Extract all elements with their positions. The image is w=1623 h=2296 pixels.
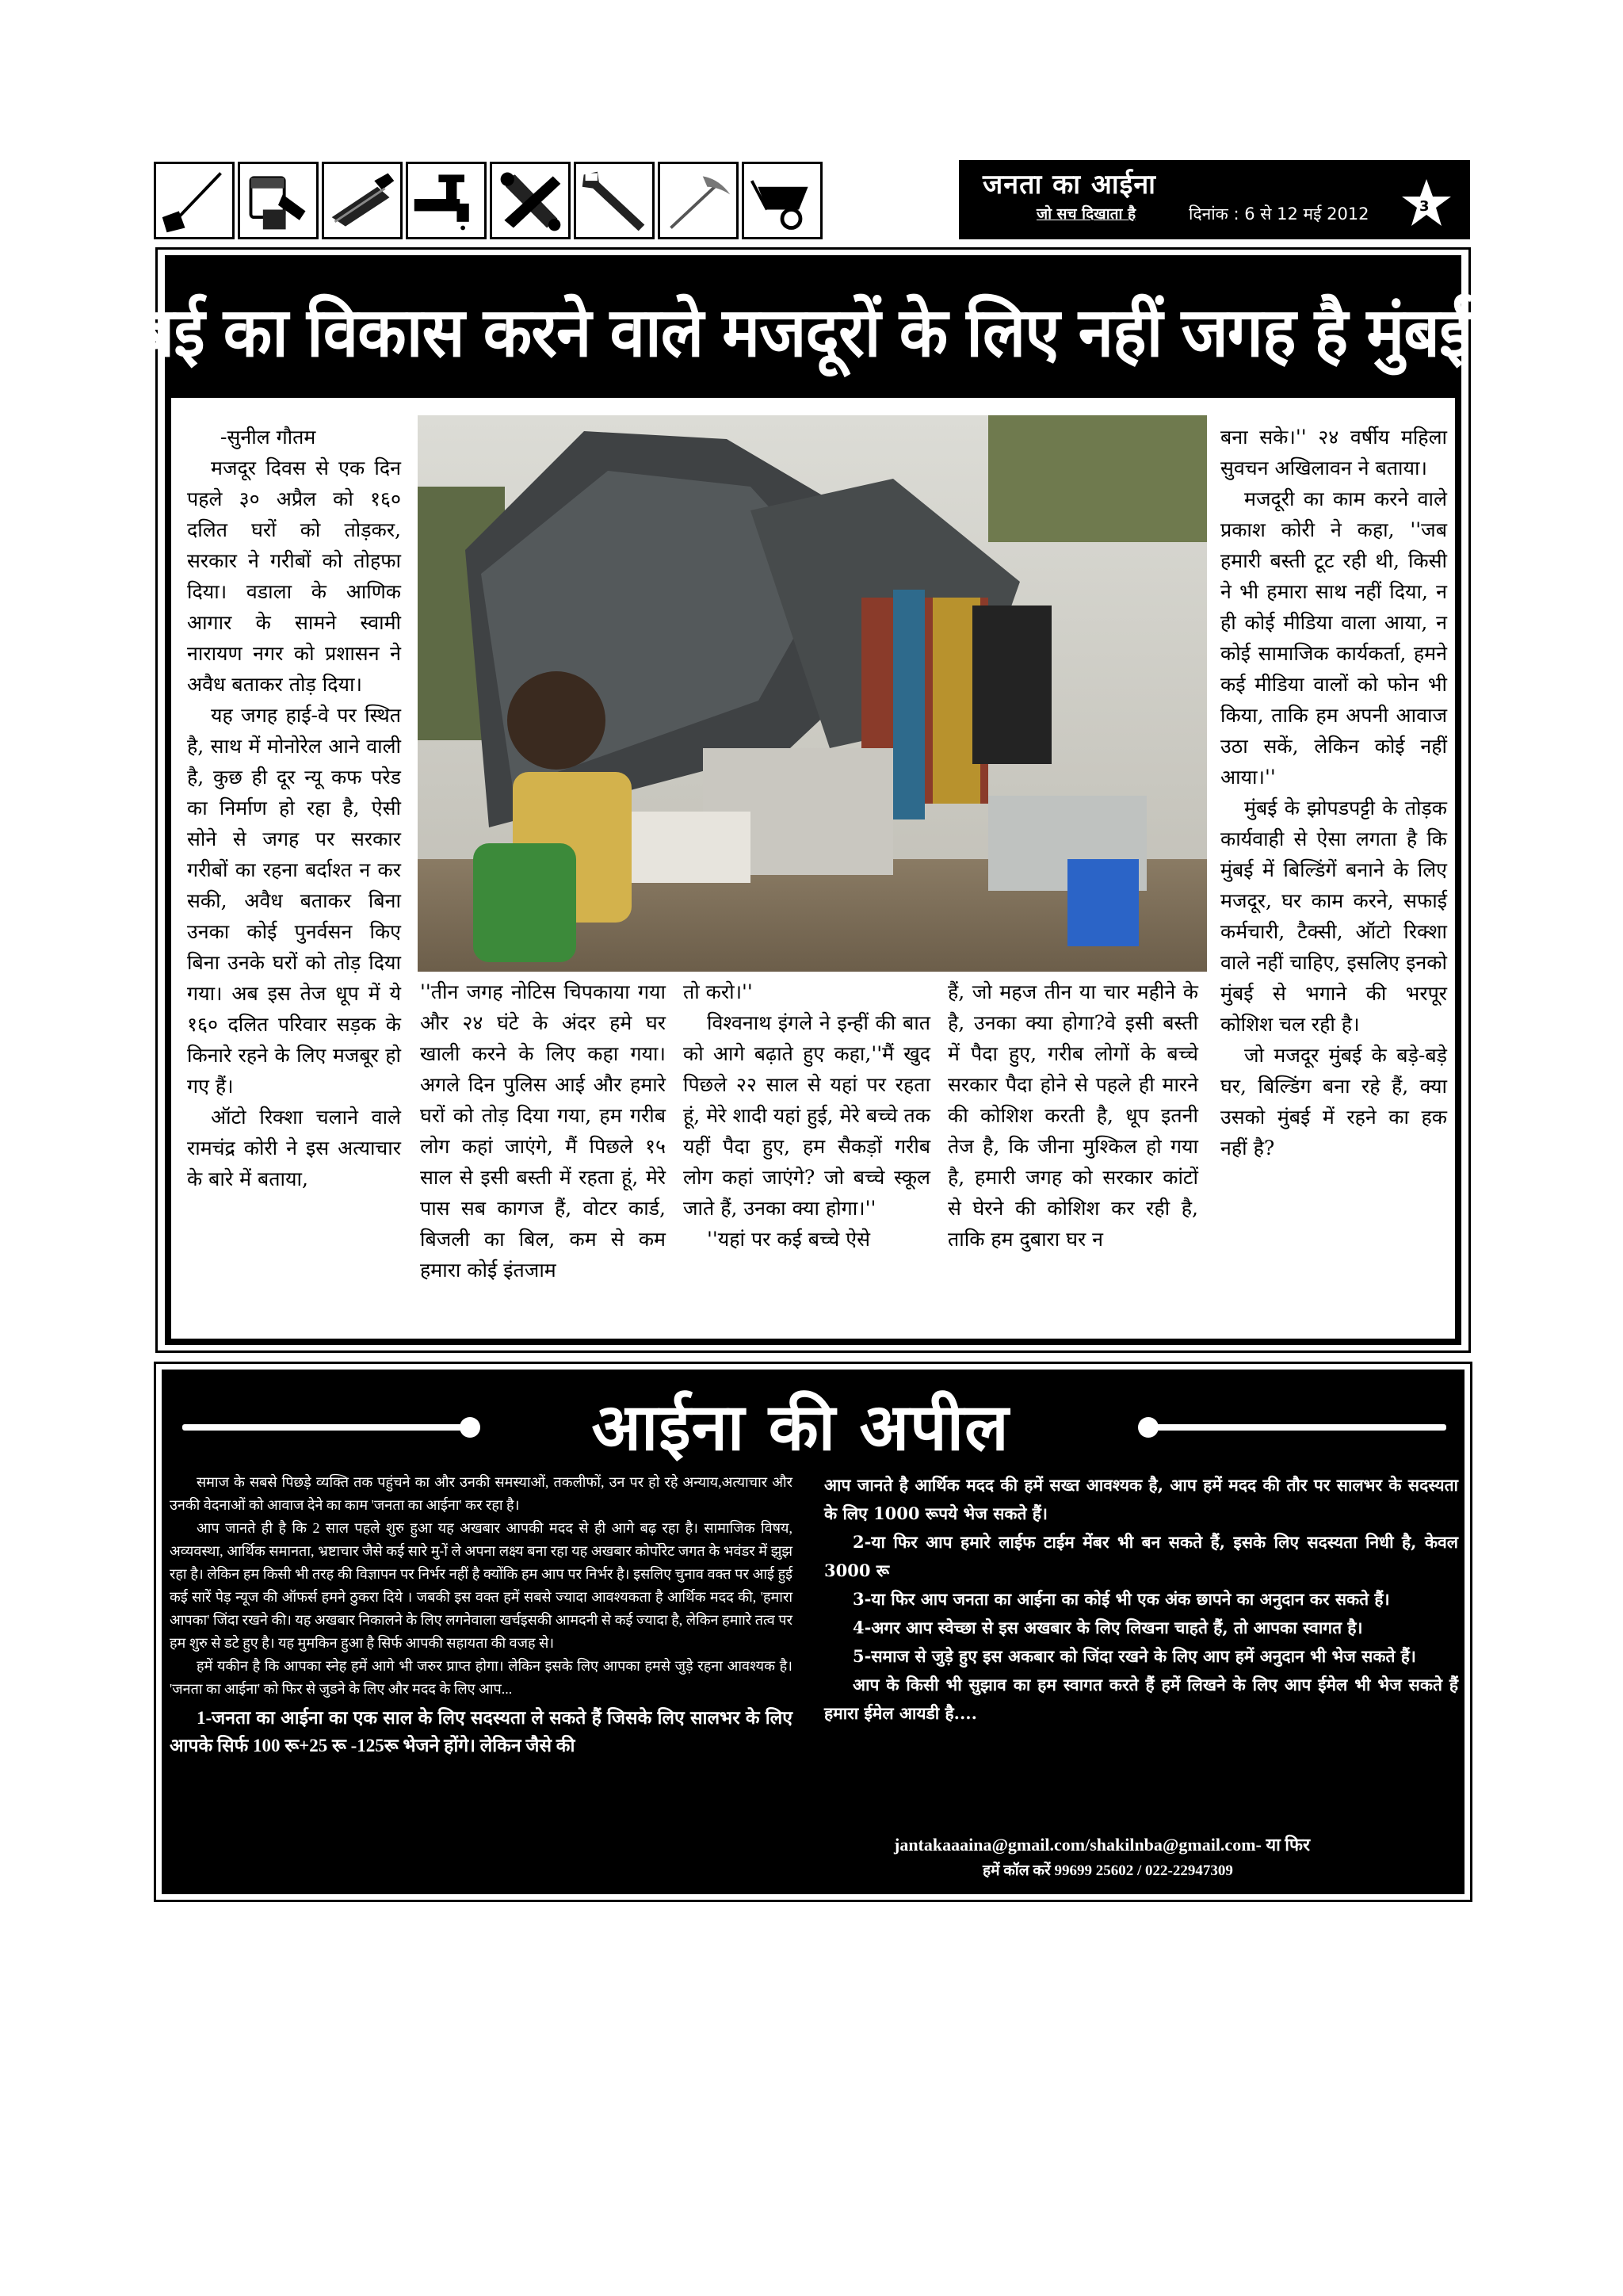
article-column-5 — [1220, 422, 1447, 1163]
paragraph: मजदूर दिवस से एक दिन पहले ३० अप्रैल को १६० दलित घरों को तोड़कर, सरकार ने गरीबों को तोहफा दिया। वडाला के आणिक आगार के सामने स्वामी नारायण नगर को प्रशासन ने अवैध बताकर तोड़ दिया। — [187, 457, 401, 696]
bullet-dot — [460, 1417, 480, 1438]
contact-email: jantakaaaina@gmail.com/shakilnba@gmail.com- या फिर — [894, 1835, 1310, 1855]
trowel-icon — [322, 162, 403, 239]
hoe-icon — [154, 162, 235, 239]
paragraph: आप जानते ही है कि 2 साल पहले शुरु हुआ यह अखबार आपकी मदद से ही आगे बढ़ रहा है। सामाजिक विषय, अव्यवस्था, आर्थिक समानता, भ्रष्टाचार जैसे कई सारे मु-ों ले अपना लक्ष्य बना रहा यह अखबार कोर्पोरेट जगत के भवंडर में झुझ रहा है। लेकिन हम किसी भी तरह की विज्ञापन पर निर्भर नहीं है क्योंकि हम आप पर निर्भर है। इसलिए चुनाव वक्त पर आई हुई कई सारें पेड़ न्यूज की ऑफर्स हमने ठुकरा दिये । जबकी इस वक्त हमें सबसे ज्यादा आवश्यकता है आर्थिक मदद की, 'हमारा आपका' जिंदा रखने की। यह अखबार निकालने के लिए लगनेवाला खर्चइसकी आमदनी से कई ज्यादा है, लेकिन हमाारे तत्व पर हम शुरु से डटे हुए है। यह मुमकिन हुआ है सिर्फ आपकी सहायता की वजह से। — [170, 1520, 792, 1651]
issue-date: दिनांक : 6 से 12 मई 2012 — [1189, 204, 1369, 223]
paragraph: बना सके।'' २४ वर्षीय महिला सुवचन अखिलावन ने बताया। — [1220, 426, 1447, 479]
paragraph: 2-या फिर आप हमारे लाईफ टाईम मेंबर भी बन सकते हैं, इसके लिए सदस्यता निधी है, केवल 3000 रू — [824, 1532, 1458, 1580]
wrench-icon — [574, 162, 655, 239]
paragraph: आप जानते है आर्थिक मदद की हमें सख्त आवश्यक है, आप हमें मदद की तौर पर सालभर के सदस्यता के लिए 1000 रूपये भेज सकते हैं। — [824, 1475, 1458, 1523]
tagline: जो सच दिखाता है — [1037, 205, 1136, 223]
paragraph: हमें यकीन है कि आपका स्नेह हमें आगे भी जरुर प्राप्त होगा। लेकिन इसके लिए आपका हमसे जुड़े रहना आवश्यक है। 'जनता का आईना' को फिर से जुडने के लिए और मदद के लिए आप... — [170, 1658, 792, 1697]
paragraph: मजदूरी का काम करने वाले प्रकाश कोरी ने कहा, ''जब हमारी बस्ती टूट रही थी, किसी ने भी हमारा साथ नहीं दिया, न ही कोई मीडिया वाला आया, न कोई सामाजिक कार्यकर्ता, हमने कई मीडिया वालों को फोन भी किया, ताकि हम अपनी आवाज उठा सकें, लेकिन कोई नहीं आया।'' — [1220, 487, 1447, 789]
paragraph: ''यहां पर कई बच्चे ऐसे — [707, 1228, 870, 1251]
divider-line — [1149, 1424, 1446, 1431]
paint-bucket-icon — [238, 162, 319, 239]
paragraph: ऑटो रिक्शा चलाने वाले रामचंद्र कोरी ने इस अत्याचार के बारे में बताया, — [187, 1106, 401, 1190]
article-column-3 — [683, 976, 930, 1255]
appeal-right-column — [824, 1471, 1458, 1728]
paragraph: विश्वनाथ इंगले ने इन्हीं की बात को आगे बढ़ाते हुए कहा,''मैं खुद पिछले २२ साल से यहां पर रहता हूं, मेरे शादी यहां हुई, मेरे बच्चे तक यहीं पैदा हुए, हम सैकड़ों गरीब लोग कहां जाएंगे? जो बच्चे स्कूल जाते हैं, उनका क्या होगा।'' — [683, 1011, 930, 1220]
paragraph: जो मजदूर मुंबई के बड़े-बड़े घर, बिल्डिंग बना रहे हैं, क्या उसको मुंबई में रहने का हक नहीं है? — [1220, 1044, 1447, 1159]
paragraph: तो करो।'' — [683, 980, 753, 1003]
byline: -सुनील गौतम — [220, 426, 316, 449]
appeal-left-column — [170, 1471, 792, 1759]
masthead — [959, 160, 1470, 239]
water-tap-icon — [406, 162, 487, 239]
paragraph: ''तीन जगह नोटिस चिपकाया गया और २४ घंटे के अंदर हमे घर खाली करने के लिए कहा गया। अगले दिन पुलिस आई और हमारे घरों को तोड़ दिया गया, हम गरीब लोग कहां जाएंगे, मैं पिछले १५ साल से इसी बस्ती में रहता हूं, मेरे पास सब कागज हैं, वोटर कार्ड, बिजली का बिल, कम से कम हमारा कोई इंतजाम — [420, 980, 666, 1282]
headline: मुंबई का विकास करने वाले मजदूरों के लिए नहीं जगह है मुंबई में — [101, 292, 1526, 372]
paragraph: मुंबई के झोपडपट्टी के तोड़क कार्यवाही से ऐसा लगता है कि मुंबई में बिल्डिंगें बनाने के लिए मजदूर, घर काम करने, सफाई कर्मचारी, टैक्सी, ऑटो रिक्शा वाले नहीं चाहिए, इसलिए इनको मुंबई से भगाने की भरपूर कोशिश चल रही है। — [1220, 797, 1447, 1036]
contact-phone: हमें कॉल करें 99699 25602 / 022-22947309 — [983, 1862, 1233, 1879]
paragraph: यह जगह हाई-वे पर स्थित है, साथ में मोनोरेल आने वाली है, कुछ ही दूर न्यू कफ परेड का निर्माण हो रहा है, ऐसी सोने से जगह पर सरकार गरीबों का रहना बर्दाश्त न कर सकी, अवैध बताकर बिना उनका कोई पुनर्वसन किए बिना उनके घरों को तोड़ दिया गया। अब इस तेज धूप में ये १६० दलित परिवार सड़क के किनारे रहने के लिए मजबूर हो गए हैं। — [187, 704, 401, 1098]
paragraph: 4-अगर आप स्वेच्छा से इस अखबार के लिए लिखना चाहते हैं, तो आपका स्वागत है। — [853, 1618, 1363, 1637]
article-column-1 — [187, 422, 401, 1194]
wheelbarrow-icon — [742, 162, 823, 239]
appeal-title: आईना की अपील — [591, 1390, 1010, 1465]
article-photo — [418, 415, 1207, 972]
paragraph: 1-जनता का आईना का एक साल के लिए सदस्यता ले सकते हैं जिसके लिए सालभर के लिए आपके सिर्फ 100 रू+25 रू -125रू भेजने होंगे। लेकिन जैसे की — [170, 1708, 792, 1755]
article-column-4 — [948, 976, 1198, 1255]
page-number: 3 — [1419, 198, 1430, 215]
tools-icon — [490, 162, 571, 239]
paragraph: 3-या फिर आप जनता का आईना का कोई भी एक अंक छापने का अनुदान कर सकते हैं। — [853, 1589, 1390, 1609]
paragraph: हैं, जो महज तीन या चार महीने के है, उनका क्या होगा?वे इसी बस्ती में पैदा हुए, गरीब लोगों के बच्चे सरकार पैदा होने से पहले ही मारने की कोशिश करती है, धूप इतनी तेज है, कि जीना मुश्किल हो गया है, हमारी जगह को सरकार कांटों से घेरने की कोशिश कर रही है, ताकि हम दुबारा घर न — [948, 980, 1198, 1251]
newspaper-title: जनता का आईना — [983, 169, 1156, 201]
article-column-2 — [420, 976, 666, 1286]
paragraph: समाज के सबसे पिछड़े व्यक्ति तक पहुंचने का और उनकी समस्याओं, तकलीफों, उन पर हो रहे अन्याय,अत्याचार और उनकी वेदनाओं को आवाज देने का काम 'जनता का आईना' कर रहा है। — [170, 1474, 792, 1513]
paragraph: 5-समाज से जुड़े हुए इस अकबार को जिंदा रखने के लिए आप हमें अनुदान भी भेज सकते हैं। — [853, 1646, 1416, 1666]
divider-line — [182, 1424, 468, 1431]
pickaxe-icon — [658, 162, 739, 239]
headline-bar — [101, 262, 1526, 398]
paragraph: आप के किसी भी सुझाव का हम स्वागत करते हैं हमें लिखने के लिए आप ईमेल भी भेज सकते हैं हमारा ईमेल आयडी है.... — [824, 1675, 1458, 1723]
